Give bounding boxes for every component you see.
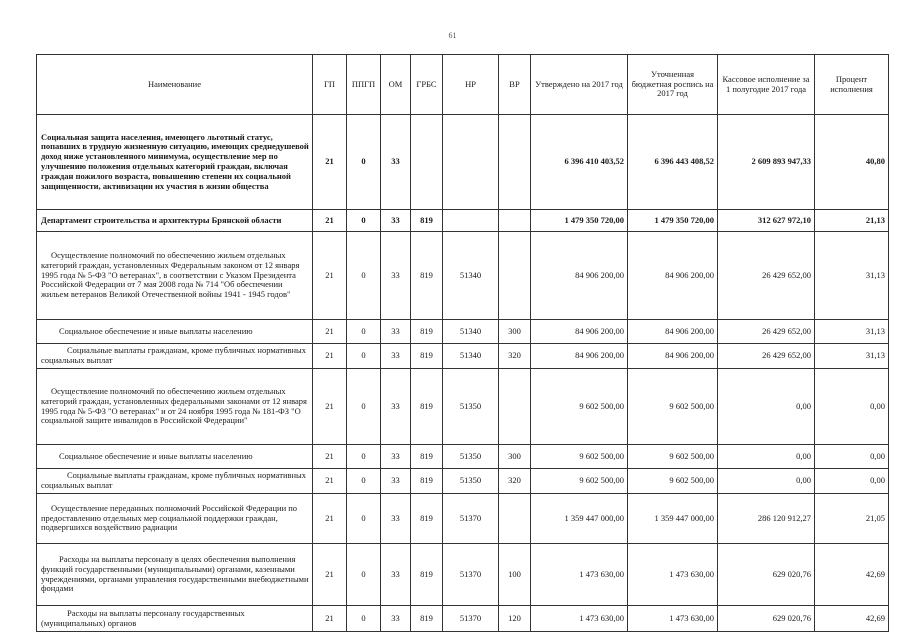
row-nr: 51340 bbox=[443, 232, 499, 320]
row-vr bbox=[499, 115, 531, 210]
page-number: 61 bbox=[448, 31, 457, 40]
table-row bbox=[37, 606, 889, 632]
row-vr: 320 bbox=[499, 344, 531, 369]
row-vr: 120 bbox=[499, 606, 531, 632]
row-om: 33 bbox=[381, 320, 411, 344]
row-percent: 31,13 bbox=[815, 344, 889, 369]
row-executed: 629 020,76 bbox=[718, 606, 815, 632]
table-row bbox=[37, 232, 889, 320]
header-vr: ВР bbox=[499, 55, 531, 115]
row-nr: 51340 bbox=[443, 320, 499, 344]
row-name: Социальные выплаты гражданам, кроме публичных нормативных социальных выплат bbox=[37, 344, 313, 369]
row-executed: 0,00 bbox=[718, 369, 815, 445]
budget-table bbox=[36, 54, 889, 632]
row-grbs bbox=[411, 115, 443, 210]
row-nr: 51350 bbox=[443, 445, 499, 469]
row-approved: 84 906 200,00 bbox=[531, 320, 628, 344]
row-percent: 40,80 bbox=[815, 115, 889, 210]
row-approved: 1 473 630,00 bbox=[531, 544, 628, 606]
row-percent: 31,13 bbox=[815, 320, 889, 344]
row-grbs: 819 bbox=[411, 606, 443, 632]
row-ppgp: 0 bbox=[347, 115, 381, 210]
row-executed: 2 609 893 947,33 bbox=[718, 115, 815, 210]
table-row bbox=[37, 344, 889, 369]
row-approved: 1 479 350 720,00 bbox=[531, 210, 628, 232]
row-refined: 84 906 200,00 bbox=[628, 320, 718, 344]
row-nr: 51370 bbox=[443, 544, 499, 606]
row-refined: 9 602 500,00 bbox=[628, 445, 718, 469]
row-refined: 1 473 630,00 bbox=[628, 544, 718, 606]
row-vr bbox=[499, 369, 531, 445]
row-executed: 0,00 bbox=[718, 469, 815, 494]
row-grbs: 819 bbox=[411, 369, 443, 445]
row-nr: 51350 bbox=[443, 469, 499, 494]
header-om: ОМ bbox=[381, 55, 411, 115]
row-grbs: 819 bbox=[411, 320, 443, 344]
row-gp: 21 bbox=[313, 606, 347, 632]
table-row bbox=[37, 494, 889, 544]
table-row bbox=[37, 115, 889, 210]
header-gp: ГП bbox=[313, 55, 347, 115]
row-gp: 21 bbox=[313, 544, 347, 606]
row-gp: 21 bbox=[313, 344, 347, 369]
row-nr: 51370 bbox=[443, 494, 499, 544]
row-refined: 6 396 443 408,52 bbox=[628, 115, 718, 210]
row-percent: 0,00 bbox=[815, 445, 889, 469]
row-ppgp: 0 bbox=[347, 344, 381, 369]
row-name: Социальное обеспечение и иные выплаты населению bbox=[37, 445, 313, 469]
row-om: 33 bbox=[381, 494, 411, 544]
row-percent: 42,69 bbox=[815, 544, 889, 606]
row-percent: 0,00 bbox=[815, 469, 889, 494]
row-gp: 21 bbox=[313, 469, 347, 494]
row-percent: 42,69 bbox=[815, 606, 889, 632]
header-nr: НР bbox=[443, 55, 499, 115]
row-gp: 21 bbox=[313, 232, 347, 320]
row-grbs: 819 bbox=[411, 210, 443, 232]
row-executed: 629 020,76 bbox=[718, 544, 815, 606]
row-executed: 26 429 652,00 bbox=[718, 232, 815, 320]
row-vr: 320 bbox=[499, 469, 531, 494]
row-executed: 286 120 912,27 bbox=[718, 494, 815, 544]
row-ppgp: 0 bbox=[347, 210, 381, 232]
row-approved: 84 906 200,00 bbox=[531, 232, 628, 320]
header-percent: Процент исполнения bbox=[815, 55, 889, 115]
row-grbs: 819 bbox=[411, 469, 443, 494]
row-om: 33 bbox=[381, 544, 411, 606]
row-approved: 1 359 447 000,00 bbox=[531, 494, 628, 544]
row-om: 33 bbox=[381, 606, 411, 632]
row-ppgp: 0 bbox=[347, 232, 381, 320]
row-executed: 312 627 972,10 bbox=[718, 210, 815, 232]
table-row bbox=[37, 445, 889, 469]
row-name: Департамент строительства и архитектуры Брянской области bbox=[37, 210, 313, 232]
row-approved: 1 473 630,00 bbox=[531, 606, 628, 632]
row-refined: 1 479 350 720,00 bbox=[628, 210, 718, 232]
header-approved: Утверждено на 2017 год bbox=[531, 55, 628, 115]
table-row bbox=[37, 544, 889, 606]
row-approved: 9 602 500,00 bbox=[531, 369, 628, 445]
row-name: Осуществление полномочий по обеспечению жильем отдельных категорий граждан, установленных Федеральным законом от 12 января 1995 года № 5-ФЗ "О ветеранах", в соответствии с Указом Президента Российской Федерации от 7 мая 2008 года № 714 "Об обеспечении жильем ветеранов Великой Отечественной войны 1941 - 1945 годов" bbox=[37, 232, 313, 320]
row-vr bbox=[499, 210, 531, 232]
row-grbs: 819 bbox=[411, 544, 443, 606]
row-ppgp: 0 bbox=[347, 494, 381, 544]
row-grbs: 819 bbox=[411, 445, 443, 469]
row-gp: 21 bbox=[313, 369, 347, 445]
row-om: 33 bbox=[381, 469, 411, 494]
row-name: Расходы на выплаты персоналу в целях обеспечения выполнения функций государственными (муниципальными) органами, казенными учреждениями, органами управления государственными внебюджетными фондами bbox=[37, 544, 313, 606]
row-nr bbox=[443, 115, 499, 210]
row-refined: 9 602 500,00 bbox=[628, 369, 718, 445]
row-gp: 21 bbox=[313, 115, 347, 210]
row-om: 33 bbox=[381, 115, 411, 210]
row-gp: 21 bbox=[313, 210, 347, 232]
row-percent: 31,13 bbox=[815, 232, 889, 320]
table-row bbox=[37, 469, 889, 494]
table-row bbox=[37, 210, 889, 232]
row-ppgp: 0 bbox=[347, 606, 381, 632]
row-gp: 21 bbox=[313, 445, 347, 469]
row-ppgp: 0 bbox=[347, 544, 381, 606]
row-approved: 9 602 500,00 bbox=[531, 445, 628, 469]
row-name: Расходы на выплаты персоналу государственных (муниципальных) органов bbox=[37, 606, 313, 632]
row-refined: 84 906 200,00 bbox=[628, 344, 718, 369]
table-header-row bbox=[37, 55, 889, 115]
row-om: 33 bbox=[381, 445, 411, 469]
row-percent: 21,13 bbox=[815, 210, 889, 232]
row-grbs: 819 bbox=[411, 232, 443, 320]
row-vr: 300 bbox=[499, 445, 531, 469]
header-grbs: ГРБС bbox=[411, 55, 443, 115]
row-nr: 51340 bbox=[443, 344, 499, 369]
row-ppgp: 0 bbox=[347, 369, 381, 445]
row-name: Осуществление полномочий по обеспечению жильем отдельных категорий граждан, установленных федеральными законами от 12 января 1995 года № 5-ФЗ "О ветеранах" и от 24 ноября 1995 года № 181-ФЗ "О социальной защите инвалидов в Российской Федерации" bbox=[37, 369, 313, 445]
row-ppgp: 0 bbox=[347, 469, 381, 494]
row-vr bbox=[499, 494, 531, 544]
table-row bbox=[37, 369, 889, 445]
header-executed: Кассовое исполнение за 1 полугодие 2017 года bbox=[718, 55, 815, 115]
row-name: Социальные выплаты гражданам, кроме публичных нормативных социальных выплат bbox=[37, 469, 313, 494]
header-ppgp: ППГП bbox=[347, 55, 381, 115]
row-grbs: 819 bbox=[411, 344, 443, 369]
row-approved: 84 906 200,00 bbox=[531, 344, 628, 369]
row-vr: 100 bbox=[499, 544, 531, 606]
table-row bbox=[37, 320, 889, 344]
row-refined: 9 602 500,00 bbox=[628, 469, 718, 494]
row-name: Социальная защита населения, имеющего льготный статус, попавших в трудную жизненную ситуацию, имеющих среднедушевой доход ниже установленного минимума, осуществление мер по улучшению положения отдельных категорий граждан, включая граждан пожилого возраста, повышению степени их социальной защищенности, активизации их участия в жизни общества bbox=[37, 115, 313, 210]
row-nr: 51370 bbox=[443, 606, 499, 632]
row-gp: 21 bbox=[313, 320, 347, 344]
row-vr bbox=[499, 232, 531, 320]
row-name: Социальное обеспечение и иные выплаты населению bbox=[37, 320, 313, 344]
row-nr bbox=[443, 210, 499, 232]
row-refined: 1 473 630,00 bbox=[628, 606, 718, 632]
row-refined: 1 359 447 000,00 bbox=[628, 494, 718, 544]
row-percent: 0,00 bbox=[815, 369, 889, 445]
row-om: 33 bbox=[381, 232, 411, 320]
row-percent: 21,05 bbox=[815, 494, 889, 544]
row-nr: 51350 bbox=[443, 369, 499, 445]
row-om: 33 bbox=[381, 344, 411, 369]
header-name: Наименование bbox=[37, 55, 313, 115]
row-om: 33 bbox=[381, 210, 411, 232]
row-ppgp: 0 bbox=[347, 445, 381, 469]
row-om: 33 bbox=[381, 369, 411, 445]
row-refined: 84 906 200,00 bbox=[628, 232, 718, 320]
row-executed: 26 429 652,00 bbox=[718, 320, 815, 344]
row-approved: 9 602 500,00 bbox=[531, 469, 628, 494]
row-approved: 6 396 410 403,52 bbox=[531, 115, 628, 210]
row-vr: 300 bbox=[499, 320, 531, 344]
row-name: Осуществление переданных полномочий Российской Федерации по предоставлению отдельных мер социальной поддержки граждан, подвергшихся воздействию радиации bbox=[37, 494, 313, 544]
row-executed: 26 429 652,00 bbox=[718, 344, 815, 369]
row-gp: 21 bbox=[313, 494, 347, 544]
row-ppgp: 0 bbox=[347, 320, 381, 344]
row-grbs: 819 bbox=[411, 494, 443, 544]
header-refined: Уточненная бюджетная роспись на 2017 год bbox=[628, 55, 718, 115]
row-executed: 0,00 bbox=[718, 445, 815, 469]
